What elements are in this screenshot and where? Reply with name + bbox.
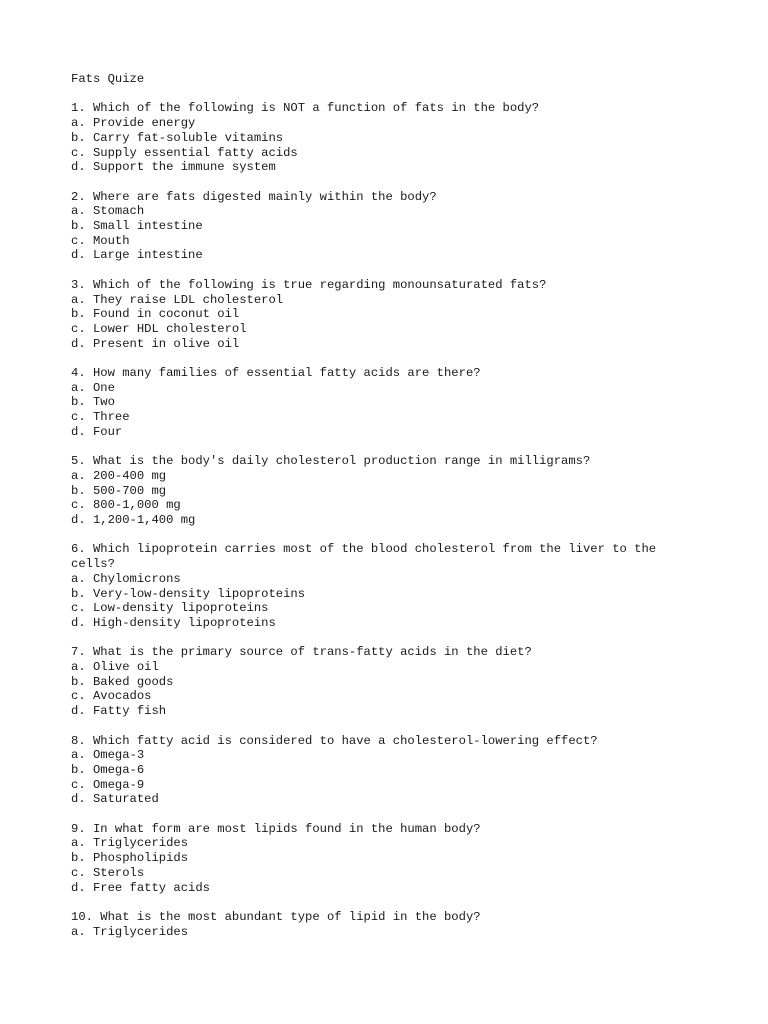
question-1 [71,101,748,175]
question-text: 2. Where are fats digested mainly within the body? [71,189,437,204]
answer-option: b. Carry fat-soluble vitamins [71,130,284,145]
answer-option: c. 800-1,000 mg [71,498,181,513]
answer-option: c. Lower HDL cholesterol [71,321,247,336]
answer-option: c. Low-density lipoproteins [71,601,269,616]
question-8 [71,734,748,808]
answer-option: b. Baked goods [71,674,174,689]
question-text: 4. How many families of essential fatty acids are there? [71,366,481,380]
answer-option: b. Very-low-density lipoproteins [71,586,306,601]
question-text: 1. Which of the following is NOT a function of fats in the body? [71,101,540,116]
question-text: 5. What is the body's daily cholesterol production range in milligrams? [71,454,591,469]
answer-option: a. Olive oil [71,660,159,675]
answer-option: a. One [71,380,115,395]
answer-option: a. Chylomicrons [71,571,181,586]
answer-option: b. Found in coconut oil [71,307,240,322]
question-text: 10. What is the most abundant type of lipid in the body? [71,909,481,924]
answer-option: a. Stomach [71,204,145,219]
answer-option: a. They raise LDL cholesterol [71,292,284,307]
question-text: 9. In what form are most lipids found in the human body? [71,821,481,836]
question-6 [71,542,748,630]
question-2 [71,190,748,264]
answer-option: c. Omega-9 [71,777,145,792]
answer-option: d. Support the immune system [71,160,276,175]
answer-option: a. Provide energy [71,116,196,131]
answer-option: d. 1,200-1,400 mg [71,513,196,528]
answer-option: d. High-density lipoproteins [71,615,276,630]
question-text: 6. Which lipoprotein carries most of the blood cholesterol from the liver to the cells? [71,542,657,572]
answer-option: c. Supply essential fatty acids [71,145,298,160]
answer-option: a. Triglycerides [71,924,189,939]
answer-option: d. Present in olive oil [71,336,240,351]
question-5 [71,454,748,528]
answer-option: a. 200-400 mg [71,468,167,483]
question-7 [71,645,748,719]
answer-option: b. 500-700 mg [71,483,167,498]
question-3 [71,278,748,352]
question-9 [71,822,748,896]
question-4 [71,366,748,440]
answer-option: c. Mouth [71,233,130,248]
answer-option: d. Four [71,424,123,439]
answer-option: d. Saturated [71,792,159,807]
answer-option: d. Free fatty acids [71,880,210,895]
answer-option: a. Triglycerides [71,836,189,851]
answer-option: d. Large intestine [71,248,203,263]
question-text: 8. Which fatty acid is considered to have a cholesterol-lowering effect? [71,733,598,748]
answer-option: b. Phospholipids [71,851,189,866]
answer-option: c. Three [71,410,130,425]
document-title: Fats Quize [71,72,145,86]
answer-option: b. Two [71,395,115,410]
question-text: 3. Which of the following is true regarding monounsaturated fats? [71,277,547,292]
question-text: 7. What is the primary source of trans-fatty acids in the diet? [71,645,532,660]
answer-option: b. Omega-6 [71,762,145,777]
answer-option: c. Avocados [71,689,152,704]
question-10 [71,910,748,939]
answer-option: b. Small intestine [71,219,203,233]
answer-option: c. Sterols [71,865,145,880]
answer-option: d. Fatty fish [71,704,167,719]
answer-option: a. Omega-3 [71,748,145,763]
